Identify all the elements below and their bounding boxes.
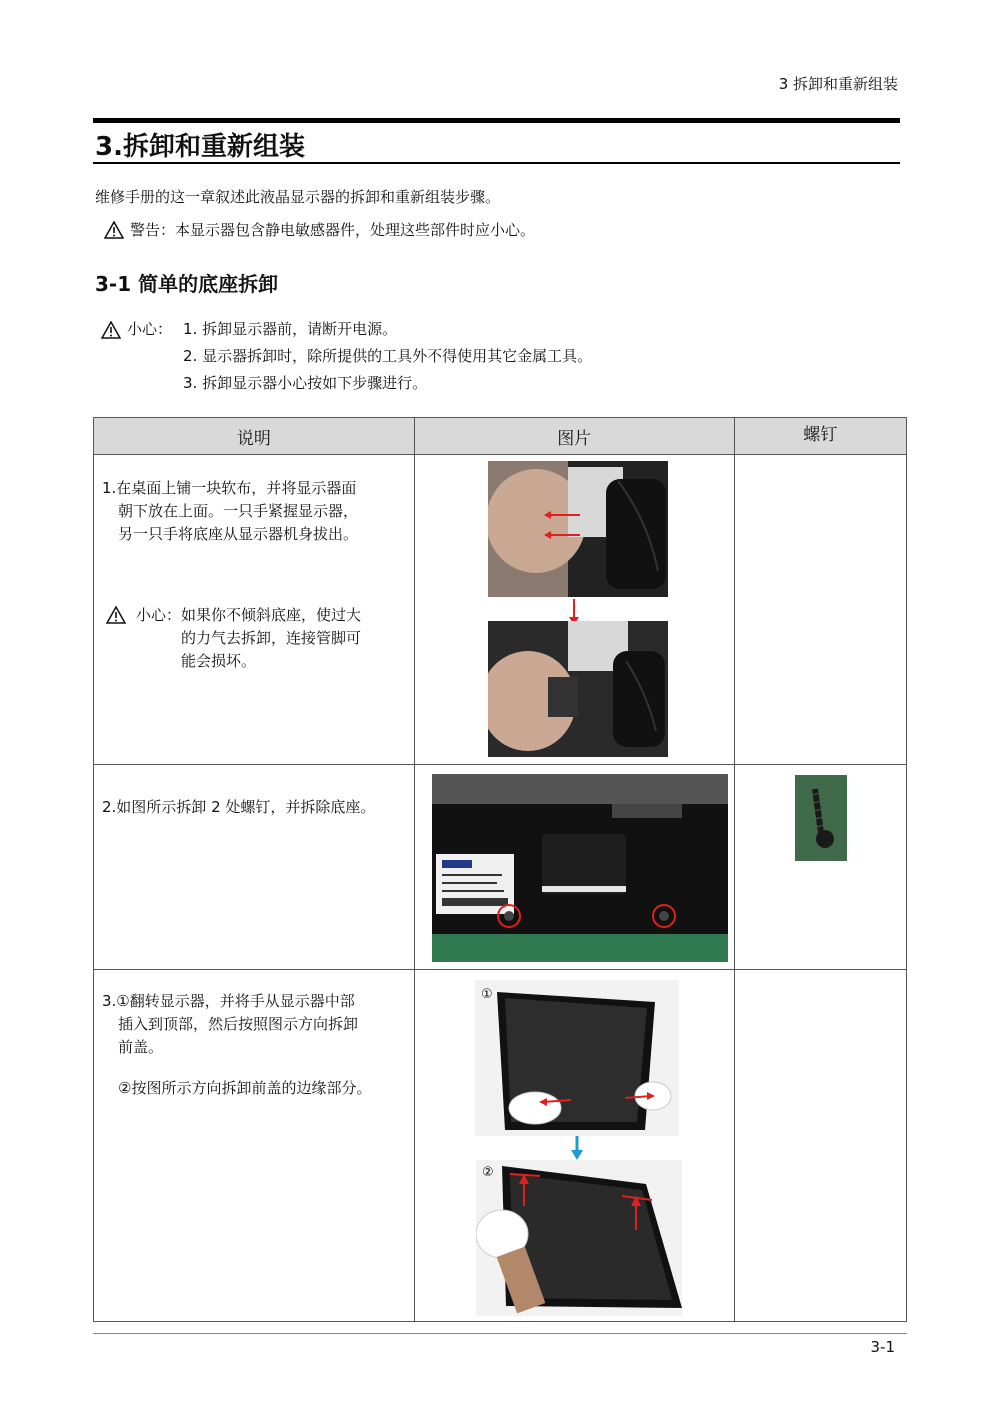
step-caution-label: 小心： (136, 606, 182, 624)
step-caution-line: 的力气去拆卸，连接管脚可 (181, 629, 362, 647)
step-line: 插入到顶部，然后按照图示方向拆卸 (118, 1015, 359, 1033)
section-title: 3-1 简单的底座拆卸 (95, 272, 279, 296)
photo-remove-front-cover (476, 1160, 682, 1316)
step-line: 前盖。 (118, 1038, 164, 1056)
caution-triangle-icon (101, 321, 121, 339)
warning-line (104, 219, 535, 240)
step-caution-line: 如果你不倾斜底座，使过大 (181, 606, 362, 624)
step-line: 3.①翻转显示器，并将手从显示器中部 (102, 992, 355, 1010)
caution-block (101, 316, 592, 397)
step-line: ②按图所示方向拆卸前盖的边缘部分。 (118, 1079, 372, 1097)
photo-screws-location (432, 774, 728, 962)
step-description (94, 455, 415, 765)
step-picture (414, 765, 734, 970)
table-row (94, 970, 907, 1322)
photo-flip-monitor (475, 980, 679, 1136)
running-header: 3 拆卸和重新组装 (778, 75, 898, 93)
caution-item: 1. 拆卸显示器前，请断开电源。 (183, 320, 398, 338)
warning-text: 警告：本显示器包含静电敏感器件，处理这些部件时应小心。 (130, 221, 536, 239)
table-row (94, 765, 907, 970)
col-header-description: 说明 (94, 418, 415, 455)
down-arrow-blue-icon (571, 1136, 583, 1160)
step-description (94, 765, 415, 970)
table-row (94, 455, 907, 765)
step-description (94, 970, 415, 1322)
photo-label: ② (481, 1165, 494, 1180)
step-caution-line: 能会损坏。 (181, 652, 257, 670)
title-rule (93, 162, 900, 164)
step-screw (734, 455, 906, 765)
photo-pull-stand (488, 461, 668, 597)
step-screw (734, 765, 906, 970)
caution-item: 2. 显示器拆卸时，除所提供的工具外不得使用其它金属工具。 (183, 347, 593, 365)
col-header-picture: 图片 (414, 418, 734, 455)
col-header-screw: 螺钉 (734, 418, 906, 455)
step-line: 另一只手将底座从显示器机身拔出。 (118, 525, 359, 543)
step-picture (414, 970, 734, 1322)
warning-triangle-icon (104, 221, 124, 239)
step-line: 2.如图所示拆卸 2 处螺钉，并拆除底座。 (102, 798, 376, 816)
photo-stand-removed (488, 621, 668, 757)
caution-triangle-icon (106, 606, 126, 624)
table-header-row (94, 418, 907, 455)
page-number: 3-1 (870, 1338, 895, 1356)
chapter-title: 3.拆卸和重新组装 (95, 132, 305, 162)
step-picture (414, 455, 734, 765)
disassembly-table (93, 417, 907, 1322)
intro-text: 维修手册的这一章叙述此液晶显示器的拆卸和重新组装步骤。 (95, 188, 501, 206)
step-screw (734, 970, 906, 1322)
caution-label: 小心： (127, 320, 173, 338)
header-rule (93, 118, 900, 123)
footer-rule (93, 1333, 907, 1334)
step-line: 1.在桌面上铺一块软布，并将显示器面 (102, 479, 357, 497)
screw-icon (795, 775, 847, 861)
step-caution (102, 604, 406, 673)
photo-label: ① (480, 987, 493, 1002)
step-line: 朝下放在上面。一只手紧握显示器， (118, 502, 359, 520)
caution-item: 3. 拆卸显示器小心按如下步骤进行。 (183, 374, 428, 392)
